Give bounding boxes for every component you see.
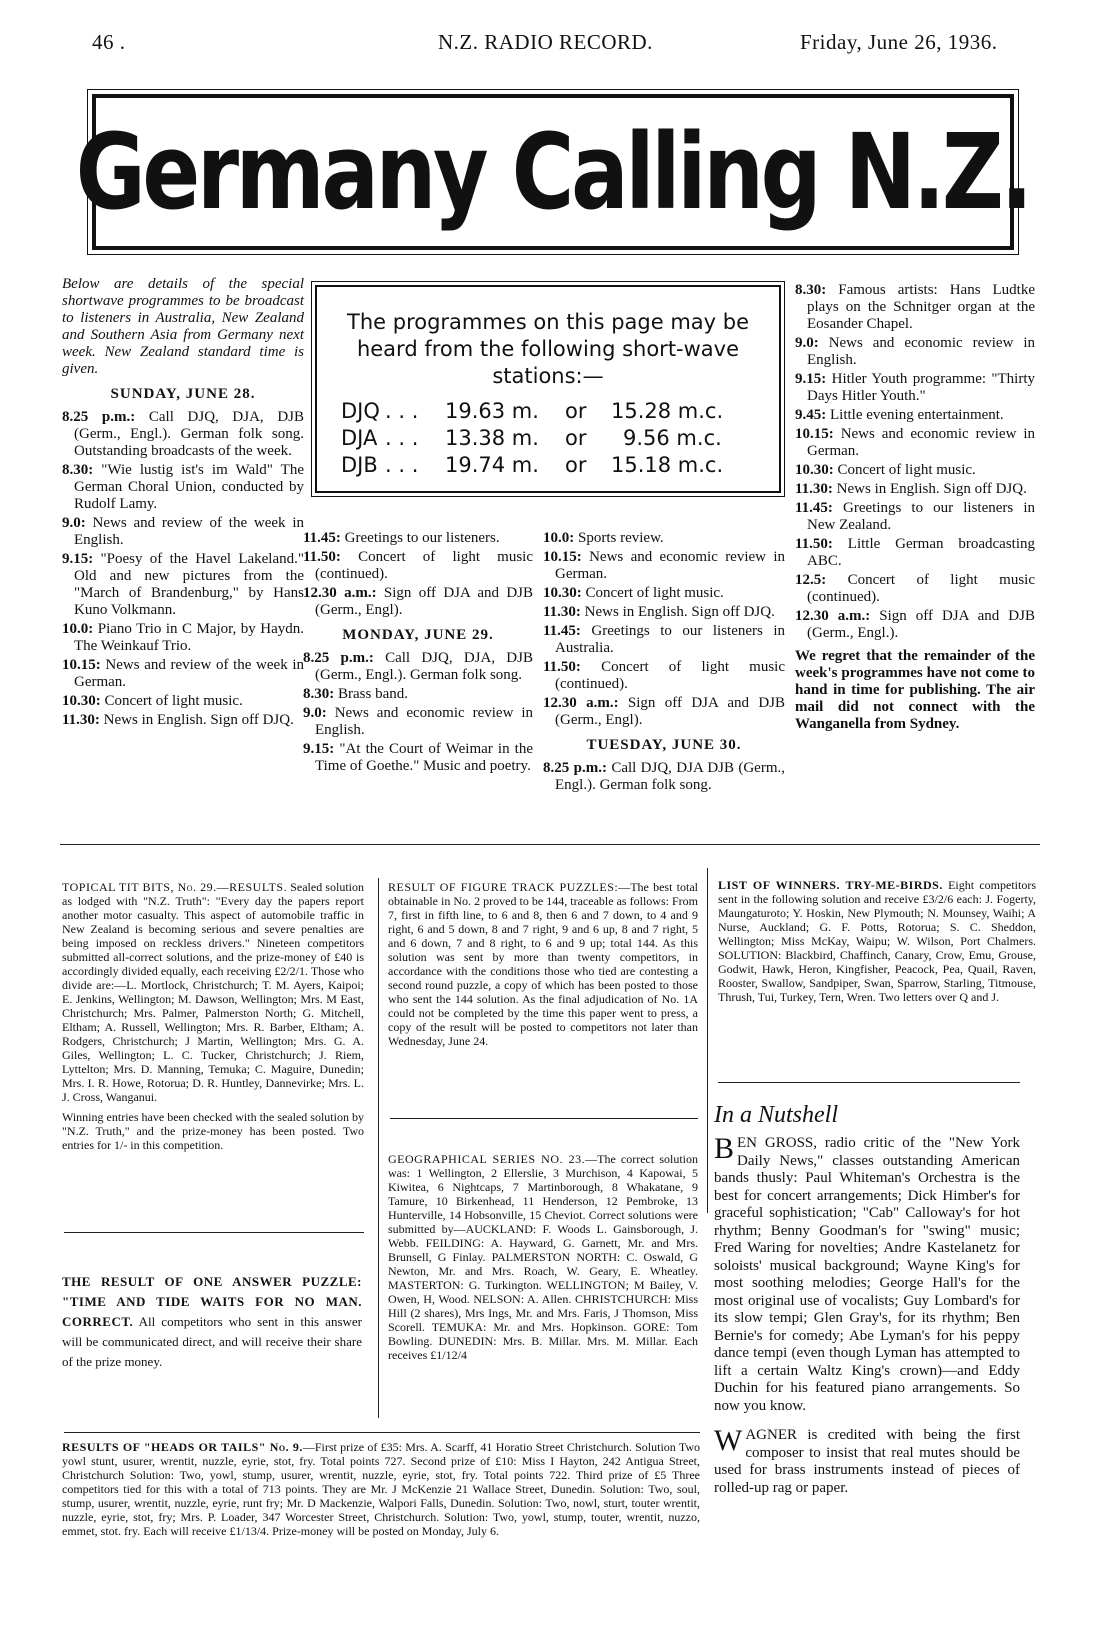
figure-track-heading: RESULT OF FIGURE TRACK PUZZLES: <box>388 880 619 894</box>
programme-entry <box>543 623 785 657</box>
entry-text: Sign off DJA and DJB (Germ., Engl.). <box>807 608 1035 641</box>
entry-time: 9.15: <box>795 371 827 387</box>
divider <box>64 1432 700 1433</box>
nutshell-heading: In a Nutshell <box>714 1102 838 1128</box>
entry-text: Concert of light music. <box>585 585 724 601</box>
column-rule <box>378 878 379 1418</box>
sunday-entries <box>62 409 304 729</box>
entry-text: Concert of light music. <box>837 462 976 478</box>
entry-time: 10.15: <box>543 549 582 565</box>
nutshell-paragraph: WAGNER is credited with being the first composer to insist that real mutes should be used for brass instruments instead of pieces of rolled-up rag or paper. <box>714 1424 1020 1496</box>
programme-entry <box>795 407 1035 424</box>
entry-time: 11.50: <box>795 536 833 552</box>
entry-text: Concert of light music (continued). <box>555 659 786 692</box>
programme-entry <box>62 515 304 549</box>
entry-text: "Wie lustig ist's im Wald" The German Choral Union, conducted by Rudolf Lamy. <box>74 462 305 512</box>
programme-entry <box>303 686 533 703</box>
stations-intro: The programmes on this page may be heard from the following short-wave stations:— <box>347 310 749 388</box>
programme-entry <box>795 462 1035 479</box>
sunday-heading: SUNDAY, JUNE 28. <box>110 386 256 402</box>
column-rule <box>707 868 708 1213</box>
column-tuesday <box>543 530 785 796</box>
entry-text: Piano Trio in C Major, by Haydn. The Weinkauf Trio. <box>74 621 305 654</box>
entry-time: 8.25 p.m.: <box>543 760 607 776</box>
title-box <box>76 94 1030 250</box>
programme-entry <box>303 741 533 775</box>
figure-track-result <box>388 880 698 1054</box>
nutshell-column <box>714 1102 1020 1509</box>
figure-track-body: —The best total obtainable in No. 2 proved to be 144, traceable as follows: From 7, first in fifth line, to 6 and 8, then 6 and 7 down, to 4 and 9 right, 6 and 5 down, 8 and 7 right, 9 and 6 up, 8 and 7 right, 5 and 6 down, 7 and 8 right, to 6 and 9 up; total 144. As this solution was sent by more than twenty competitors, in accordance with the conditions those who tied are contesting a second round puzzle, a copy of which has been posted to those who sent the 144 solution. As the final adjudication of No. 1A could not be completed by the time this paper went to press, a copy of the result will be posted to competitors not later than Wednesday, June 24. <box>388 880 698 1048</box>
programme-entry <box>543 549 785 583</box>
try-me-birds-result <box>718 878 1036 1010</box>
drop-cap: B <box>714 1132 735 1165</box>
entry-time: 11.30: <box>62 712 100 728</box>
entry-time: 11.50: <box>303 549 341 565</box>
column-monday <box>303 530 533 777</box>
entry-text: News and economic review in English. <box>807 335 1036 368</box>
entry-text: Concert of light music (continued). <box>315 549 534 582</box>
geographical-result <box>388 1152 698 1368</box>
entry-time: 11.45: <box>543 623 581 639</box>
programme-entry <box>62 657 304 691</box>
issue-date: Friday, June 26, 1936. <box>800 30 998 54</box>
tit-bits-heading: TOPICAL TIT BITS, No. 29.—RESULTS. <box>62 880 288 894</box>
programme-entry <box>303 650 533 684</box>
entry-text: Little German broadcasting ABC. <box>807 536 1035 569</box>
one-answer-heading: THE RESULT OF ONE ANSWER PUZZLE: "TIME AND TIDE WAITS FOR NO MAN. CORRECT. <box>62 1274 362 1329</box>
entry-time: 8.25 p.m.: <box>303 650 374 666</box>
station-row: DJA . . . 13.38 m. or 9.56 m.c. <box>341 426 722 450</box>
entry-text: Hitler Youth programme: "Thirty Days Hitler Youth." <box>807 371 1036 404</box>
col4-entries <box>795 282 1035 642</box>
entry-text: News in English. Sign off DJQ. <box>836 481 1027 497</box>
programme-entry <box>795 608 1035 642</box>
entry-text: Call DJQ, DJA, DJB (Germ., Engl.). German folk song. Outstanding broadcasts of the week. <box>74 409 304 459</box>
programme-entry <box>795 500 1035 534</box>
station-row: DJB . . . 19.74 m. or 15.18 m.c. <box>341 453 724 477</box>
programme-entry <box>543 530 785 547</box>
one-answer-result <box>62 1272 362 1372</box>
programme-entry <box>795 536 1035 570</box>
divider <box>390 1118 698 1119</box>
entry-time: 11.30: <box>795 481 833 497</box>
try-me-birds-body: Eight competitors sent in the following solution and receive £3/2/6 each: J. Fogerty, Maungaturoto; Y. Hoskin, New Plymouth; N. Mounsey, Waihi; A Nurse, Auckland; G. F. Potts, Rotorua; S. C. Sheddon, Wellington; Miss McKay, Waipu; W. Wilson, Port Chalmers. SOLUTION: Blackbird, Chaffinch, Canary, Crow, Emu, Grouse, Godwit, Hawk, Heron, Kingfisher, Peacock, Pea, Quail, Raven, Rooster, Swallow, Sandpiper, Swan, Sparrow, Starling, Titmouse, Thrush, Tui, Turkey, Tern, Wren. Two letters over Q and J. <box>718 878 1036 1004</box>
entry-time: 12.5: <box>795 572 827 588</box>
tit-bits-note: Winning entries have been checked with the sealed solution by "N.Z. Truth," and the prize-money has been posted. Two entries for 1/- in this competition. <box>62 1110 364 1152</box>
entry-text: Concert of light music (continued). <box>807 572 1035 605</box>
programme-entry <box>543 659 785 693</box>
entry-text: Brass band. <box>338 686 408 702</box>
stations-list <box>317 398 779 479</box>
station-row: DJQ . . . 19.63 m. or 15.28 m.c. <box>341 399 724 423</box>
entry-text: Famous artists: Hans Ludtke plays on the Schnitger organ at the Eosander Chapel. <box>807 282 1035 332</box>
entry-time: 12.30 a.m.: <box>795 608 871 624</box>
entry-time: 11.45: <box>303 530 341 546</box>
programme-entry <box>795 572 1035 606</box>
entry-time: 11.50: <box>543 659 581 675</box>
programme-entry <box>795 335 1035 369</box>
entry-text: Sign off DJA and DJB (Germ., Engl). <box>555 695 785 728</box>
entry-text: "At the Court of Weimar in the Time of Goethe." Music and poetry. <box>315 741 534 774</box>
entry-time: 10.30: <box>543 585 582 601</box>
column-continued <box>795 282 1035 735</box>
stations-box <box>315 285 781 493</box>
programme-entry <box>303 585 533 619</box>
heads-or-tails-body: —First prize of £35: Mrs. A. Scarff, 41 Horatio Street Christchurch. Solution Two yowl stunt, usurer, wrentit, nuzzle, eyrie, stot, fry. Total points 727. Second prize of £10: Miss I Hayton, 242 Antigua Street, Christchurch Solution: Two, yowl, stump, usurer, wrentit, nuzzle, eyrie, stot, fry. Total points 722. Third prize of £5 Three competitors tied for this with a total of 713 points. They are Mr. J McKenzie 21 Wallace Street, Dunedin. Solution: Two, soul, stump, usurer, wrentit, nuzzle, eyrie, runt fry; Mr. D Mackenzie, Walpori Falls, Dunedin. Solution: Two, nowl, sturt, touter wrentit, nuzzle, eyrie, stot, fry; Mrs. P. Loader, 347 Worcester Street, Christchurch. Solution: Two, yowl, stump, touter, wrentit, nuzzo, emmet, stot. fry. Each will receive £1/13/4. Prize-money will be posted on Monday, July 6. <box>62 1440 700 1538</box>
entry-time: 9.15: <box>303 741 335 757</box>
heads-or-tails-result <box>62 1440 700 1544</box>
programme-entry <box>543 695 785 729</box>
try-me-birds-heading: LIST OF WINNERS. TRY-ME-BIRDS. <box>718 878 943 892</box>
entry-text: Greetings to our listeners in New Zealand. <box>807 500 1035 533</box>
programme-entry <box>62 693 304 710</box>
entry-time: 9.0: <box>303 705 327 721</box>
entry-time: 8.30: <box>795 282 827 298</box>
entry-time: 9.15: <box>62 551 94 567</box>
entry-time: 12.30 a.m.: <box>303 585 377 601</box>
entry-text: Call DJQ, DJA, DJB (Germ., Engl.). German folk song. <box>315 650 533 683</box>
entry-text: Concert of light music. <box>104 693 243 709</box>
programme-entry <box>795 426 1035 460</box>
entry-text: News and economic review in English. <box>315 705 534 738</box>
entry-text: News in English. Sign off DJQ. <box>103 712 294 728</box>
nutshell-paragraph: BEN GROSS, radio critic of the "New York Daily News," classes outstanding American bands thusly: Paul Whiteman's Orchestra is the best for concert arrangements; Dick Himber's for graceful sophistication; "Cab" Calloway's for hot rhythm; Benny Goodman's for "swing" music; Fred Waring for novelties; Andre Kastelanetz for soloists' musical background; Wayne King's for most soothing melodies; George Hall's for the most original use of vocalists; Guy Lombard's for its slow tempi; Glen Gray's, for its rhythm; Ben Bernie's for comedy; Abe Lyman's for his peppy dance tempi (even though Lyman has attempted to lift a certain Waltz King's crown)—and Eddy Duchin for his featured piano arrangements. So now you know. <box>714 1132 1020 1414</box>
col2-top-entries <box>303 530 533 619</box>
entry-text: Greetings to our listeners in Australia. <box>555 623 786 656</box>
tit-bits-results <box>62 880 364 1158</box>
entry-text: News and economic review in German. <box>555 549 785 582</box>
programme-entry <box>303 705 533 739</box>
monday-heading: MONDAY, JUNE 29. <box>342 627 494 643</box>
divider <box>718 1082 1020 1083</box>
geographical-heading: GEOGRAPHICAL SERIES NO. 23. <box>388 1152 586 1166</box>
entry-time: 8.30: <box>62 462 94 478</box>
entry-text: "Poesy of the Havel Lakeland." Old and new pictures from the "March of Brandenburg," by Hans Kuno Volkmann. <box>74 551 304 618</box>
entry-time: 8.25 p.m.: <box>62 409 136 425</box>
programme-entry <box>795 282 1035 333</box>
programme-entry <box>303 530 533 547</box>
entry-time: 11.30: <box>543 604 581 620</box>
programme-entry <box>62 462 304 513</box>
tuesday-heading: TUESDAY, JUNE 30. <box>586 737 742 753</box>
heads-or-tails-heading: RESULTS OF "HEADS OR TAILS" No. 9. <box>62 1440 303 1454</box>
programme-entry <box>303 549 533 583</box>
entry-time: 12.30 a.m.: <box>543 695 619 711</box>
entry-time: 10.15: <box>795 426 834 442</box>
programme-entry <box>543 604 785 621</box>
intro-text: Below are details of the special shortwave programmes to be broadcast to listeners in Australia, New Zealand and Southern Asia from Germany next week. New Zealand standard time is given. <box>62 276 304 377</box>
programme-entry <box>62 551 304 619</box>
one-answer-body: All competitors who sent in this answer will be communicated direct, and will receive their share of the prize money. <box>62 1314 362 1369</box>
entry-time: 10.15: <box>62 657 101 673</box>
entry-text: Call DJQ, DJA DJB (Germ., Engl.). German folk song. <box>555 760 785 793</box>
entry-text: Sign off DJA and DJB (Germ., Engl). <box>315 585 533 618</box>
entry-time: 10.0: <box>543 530 575 546</box>
entry-time: 10.30: <box>62 693 101 709</box>
tuesday-entries <box>543 760 785 794</box>
page-title: Germany Calling N.Z. <box>76 111 1030 233</box>
programme-entry <box>543 760 785 794</box>
entry-time: 9.45: <box>795 407 827 423</box>
entry-text: News and economic review in German. <box>807 426 1036 459</box>
geographical-body: —The correct solution was: 1 Wellington, 2 Ellerslie, 3 Murchison, 4 Kapowai, 5 Kiwitea, 6 Nightcaps, 7 Martinborough, 8 Whakatane, 9 Tamure, 10 Birkenhead, 11 Henderson, 12 Pembroke, 13 Hunterville, 14 Hobsonville, 15 Cheviot. Correct solutions were submitted by—AUCKLAND: F. Woods L. Gainsborough, J. Webb. FEILDING: A. Hayward, G. Garnett, Mr. and Mrs. Brunsell, G Finlay. PALMERSTON NORTH: C. Oswald, G Newton, Mr. and Mrs. Roach, W. Geary, E. Wheatley. MASTERTON: G. Turkington. WELLINGTON; M Bailey, V. Owen, H, Wood. NELSON: A. Allen. CHRISTCHURCH: Miss Hill (2 shares), Mrs Ings, Mr. and Mrs. Faris, J Thomson, Miss Scorell. TEMUKA: Mr. and Mrs. Hopkinson. GORE: Tom Bowling. DUNEDIN: Mrs. B. Millar. Mrs. M. Millar. Each receives £1/12/4 <box>388 1152 698 1362</box>
entry-text: Little evening entertainment. <box>830 407 1004 423</box>
entry-text: Sports review. <box>578 530 664 546</box>
programme-entry <box>543 585 785 602</box>
programme-entry <box>62 409 304 460</box>
entry-time: 11.45: <box>795 500 833 516</box>
entry-time: 9.0: <box>795 335 819 351</box>
entry-time: 10.0: <box>62 621 94 637</box>
programme-entry <box>62 712 304 729</box>
entry-text: News and review of the week in German. <box>74 657 304 690</box>
tit-bits-body: Sealed solution as lodged with "N.Z. Truth": "Every day the papers report another motor casualty. This aspect of automobile traffic in New Zealand is becoming serious and severe penalties are being imposed on reckless drivers." Nineteen competitors submitted all-correct solutions, and the prize-money of £40 is accordingly divided equally, each receiving £2/2/1. Those who divide are:—L. Mortlock, Christchurch; T. M. Ayers, Kaipoi; E. Jenkins, Wellington; M. Dawson, Wellington; Mrs. M East, Christchurch; Mrs. Palmer, Palmerston North; G. Mitchell, Eltham; A. Russell, Wellington; Mrs. R. Barber, Eltham; A. Rodgers, Christchurch; J Martin, Wellington; Mrs. G. A. Giles, Wellington; L. C. Tucker, Christchurch; J. Riem, Lyttelton; Mrs. D. Manning, Temuka; C. Maguire, Dunedin; Mrs. I. R. Howe, Rotorua; D. R. Huntley, Dannevirke; Mrs. L. J. Cross, Wanganui. <box>62 880 364 1104</box>
entry-time: 9.0: <box>62 515 86 531</box>
entry-text: News and review of the week in English. <box>74 515 305 548</box>
programme-entry <box>795 481 1035 498</box>
regret-notice: We regret that the remainder of the week's programmes have not come to hand in time for publishing. The air mail did not connect with the Wanganella from Sydney. <box>795 648 1035 732</box>
publication-name: N.Z. RADIO RECORD. <box>438 30 653 54</box>
page-number: 46 . <box>92 30 126 54</box>
col3-top-entries <box>543 530 785 729</box>
entry-time: 10.30: <box>795 462 834 478</box>
monday-entries <box>303 650 533 775</box>
programme-entry <box>62 621 304 655</box>
column-sunday <box>62 276 304 731</box>
divider <box>64 1232 364 1233</box>
drop-cap: W <box>714 1424 743 1457</box>
entry-text: News in English. Sign off DJQ. <box>584 604 775 620</box>
programme-entry <box>795 371 1035 405</box>
section-divider <box>60 844 1040 845</box>
entry-text: Greetings to our listeners. <box>344 530 500 546</box>
entry-time: 8.30: <box>303 686 335 702</box>
